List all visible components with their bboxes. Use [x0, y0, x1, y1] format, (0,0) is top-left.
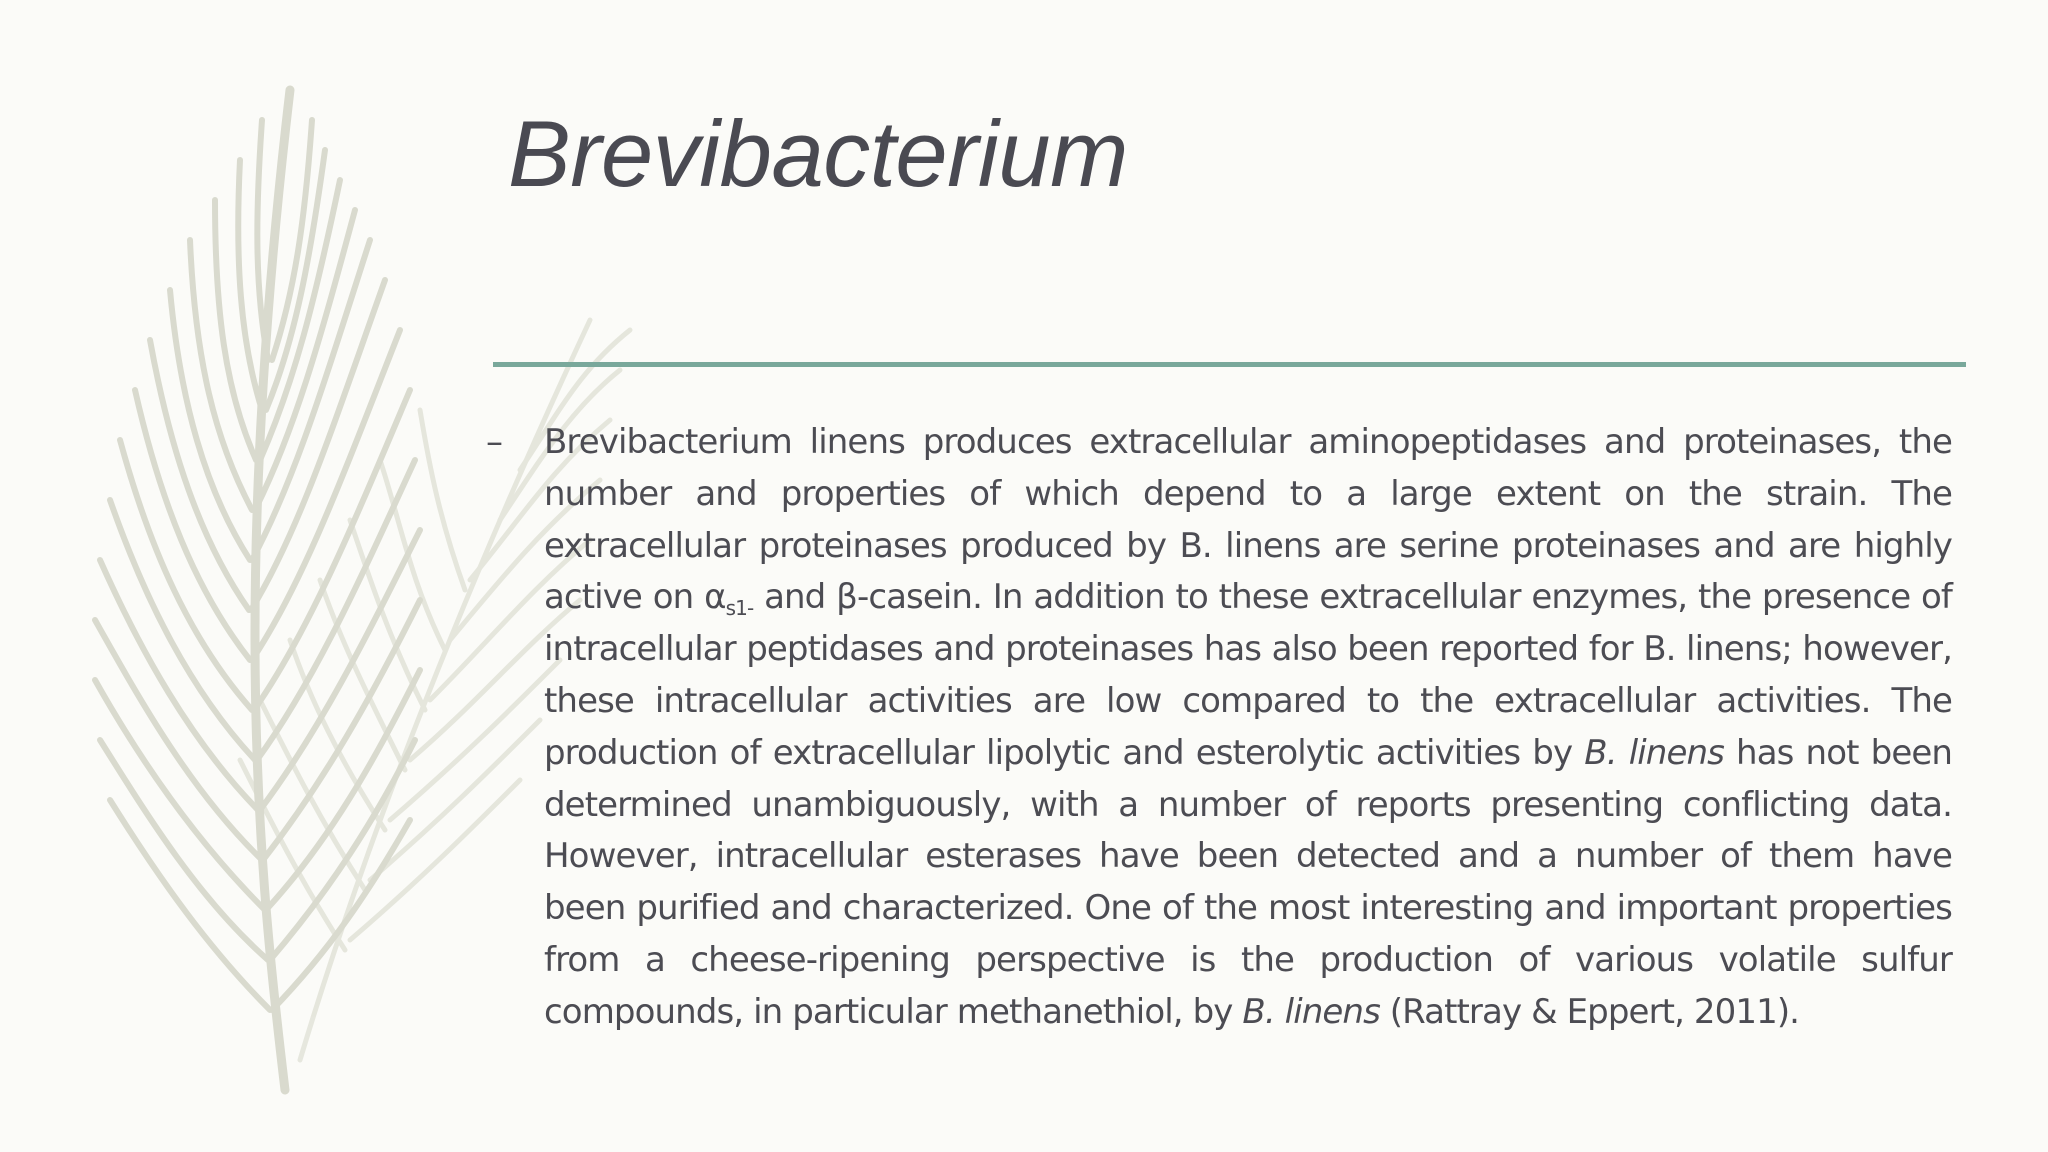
- body-text-4: (Rattray & Eppert, 2011).: [1379, 991, 1800, 1032]
- slide-title: Brevibacterium: [508, 101, 1128, 206]
- body-content: [486, 417, 1952, 1039]
- title-divider: [493, 362, 1966, 367]
- body-paragraph: [544, 417, 1952, 1039]
- italic-species-2: B. linens: [1242, 991, 1380, 1032]
- bullet-dash: –: [486, 422, 503, 462]
- italic-species-1: B. linens: [1584, 732, 1724, 773]
- alpha-subscript: s1-: [725, 596, 754, 621]
- body-text-2: and β-casein. In addition to these extracellular enzymes, the presence of intracellular peptidases and proteinases has also been reported for B. linens; however, these intracellular activities are low compared to the extracellular activities. The production of extracellular lipolytic and esterolytic activities by: [544, 577, 1952, 773]
- body-text-3: has not been determined unambiguously, with a number of reports presenting conflicting data. However, intracellular esterases have been detected and a number of them have been purified and characterized. One of the most interesting and important properties from a cheese-ripening perspective is the production of various volatile sulfur compounds, in particular methanethiol, by: [544, 732, 1953, 1032]
- body-text-1: Brevibacterium linens produces extracellular aminopeptidases and proteinases, the number and properties of which depend to a large extent on the strain. The extracellular proteinases produced by B. linens are serine proteinases and are highly active on α: [544, 422, 1952, 618]
